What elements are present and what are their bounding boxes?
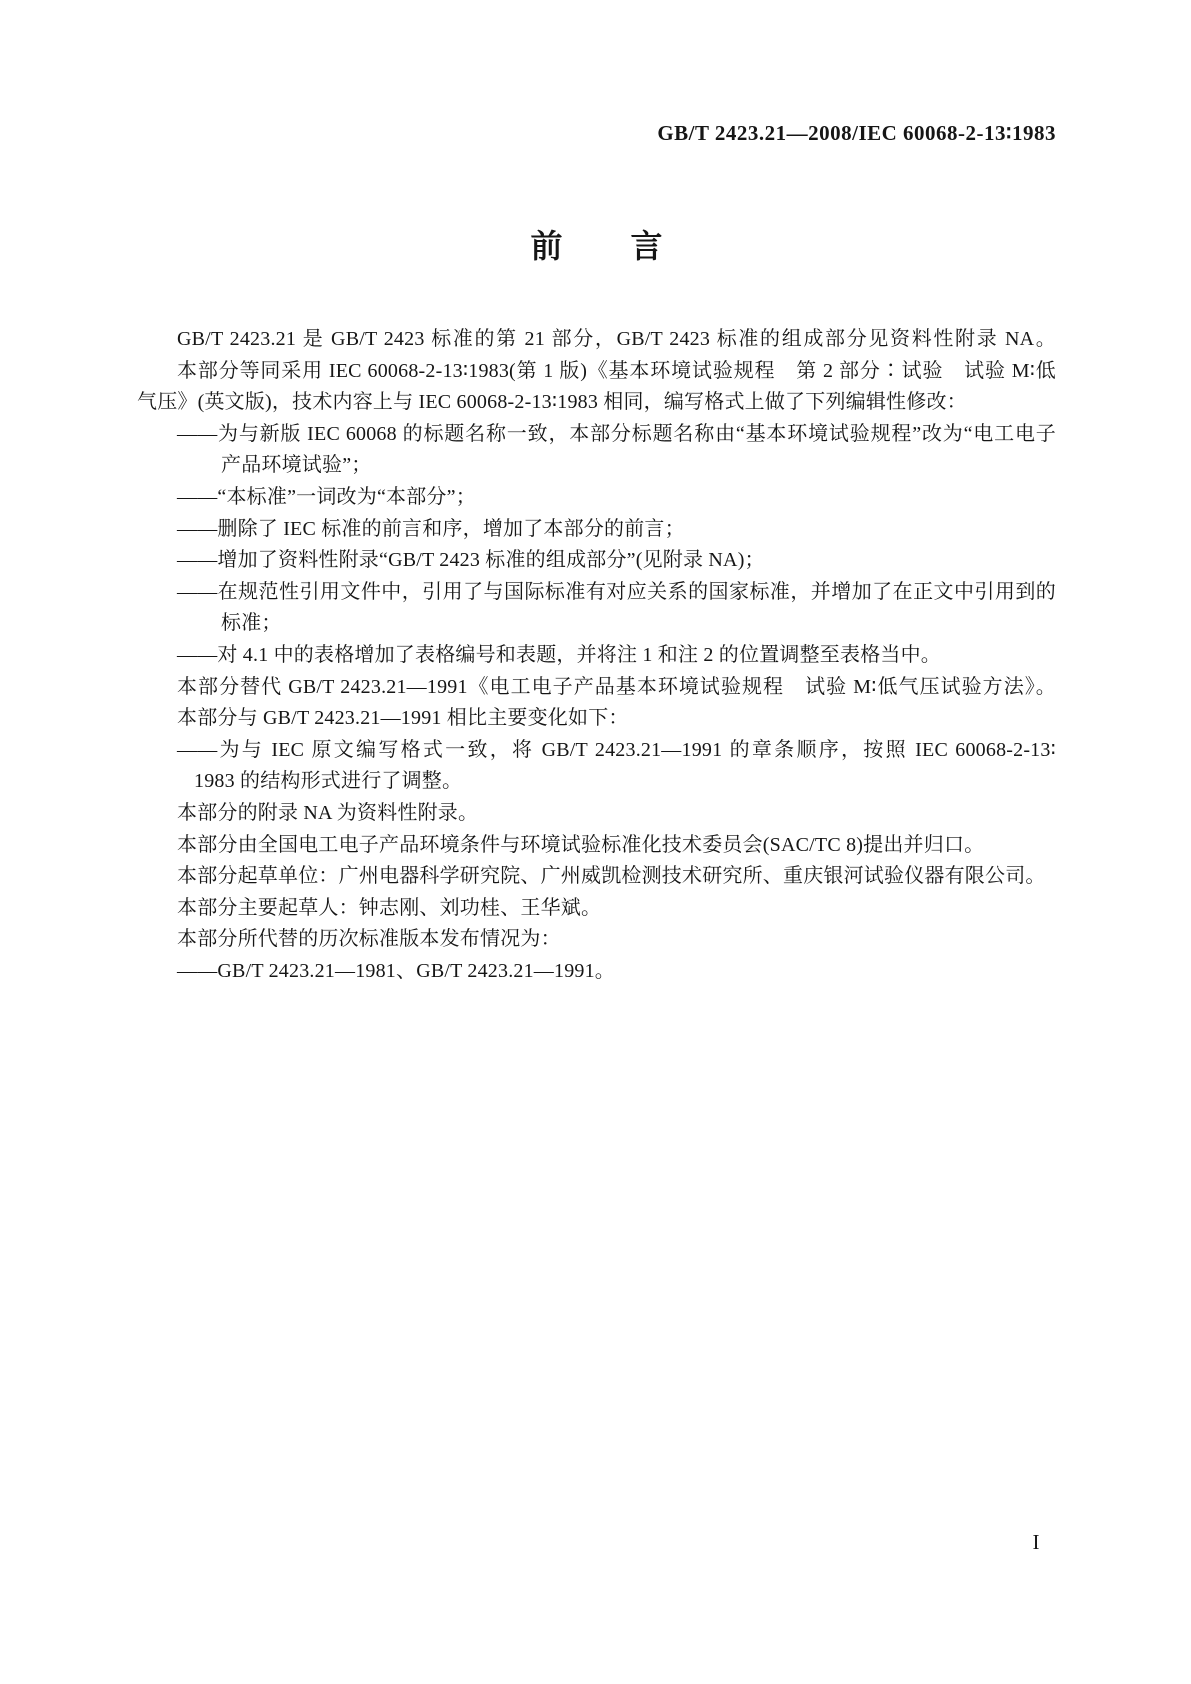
standard-number-header: GB/T 2423.21—2008/IEC 60068-2-13∶1983 (657, 121, 1056, 145)
title-char-first: 前 (530, 228, 563, 264)
body-line: ——GB/T 2423.21—1981、GB/T 2423.21—1991。 (177, 959, 615, 982)
body-line: ——在规范性引用文件中，引用了与国际标准有对应关系的国家标准，并增加了在正文中引用到的 (177, 580, 1056, 603)
page-title (137, 228, 1056, 264)
page-number: I (1032, 1530, 1040, 1554)
body-line: ——“本标准”一词改为“本部分”； (177, 485, 476, 508)
body-line: 1983 的结构形式进行了调整。 (194, 770, 463, 793)
title-char-second: 言 (630, 228, 663, 264)
body-line: 本部分替代 GB/T 2423.21—1991《电工电子产品基本环境试验规程 试验 M∶低气压试验方法》。 (177, 675, 1056, 698)
body-line: 本部分所代替的历次标准版本发布情况为： (177, 928, 561, 951)
body-line: 本部分等同采用 IEC 60068-2-13∶1983(第 1 版)《基本环境试验规程 第 2 部分∶试验 试验 M∶低 (177, 359, 1056, 382)
body-line: ——增加了资料性附录“GB/T 2423 标准的组成部分”(见附录 NA)； (177, 549, 765, 572)
body-line: ——删除了 IEC 标准的前言和序，增加了本部分的前言； (177, 517, 685, 540)
body-line: ——为与新版 IEC 60068 的标题名称一致，本部分标题名称由“基本环境试验规程”改为“电工电子 (177, 422, 1056, 445)
body-line: 本部分与 GB/T 2423.21—1991 相比主要变化如下： (177, 707, 629, 730)
body-line: 本部分由全国电工电子产品环境条件与环境试验标准化技术委员会(SAC/TC 8)提出并归口。 (177, 833, 985, 856)
body-line: 标准； (221, 612, 282, 635)
body-line: 产品环境试验”； (221, 454, 372, 477)
body-line: 本部分主要起草人：钟志刚、刘功桂、王华斌。 (177, 896, 602, 919)
body-line: 本部分起草单位：广州电器科学研究院、广州威凯检测技术研究所、重庆银河试验仪器有限公司。 (177, 865, 1046, 888)
body-line: GB/T 2423.21 是 GB/T 2423 标准的第 21 部分，GB/T 2423 标准的组成部分见资料性附录 NA。 (177, 328, 1056, 350)
body-line: 气压》(英文版)，技术内容上与 IEC 60068-2-13∶1983 相同，编写格式上做了下列编辑性修改： (137, 391, 967, 414)
body-line: ——对 4.1 中的表格增加了表格编号和表题，并将注 1 和注 2 的位置调整至表格当中。 (177, 643, 941, 666)
body-line: ——为与 IEC 原文编写格式一致，将 GB/T 2423.21—1991 的章条顺序，按照 IEC 60068-2-13∶ (177, 738, 1056, 761)
body-line: 本部分的附录 NA 为资料性附录。 (177, 801, 479, 824)
body-lines (137, 324, 1056, 987)
